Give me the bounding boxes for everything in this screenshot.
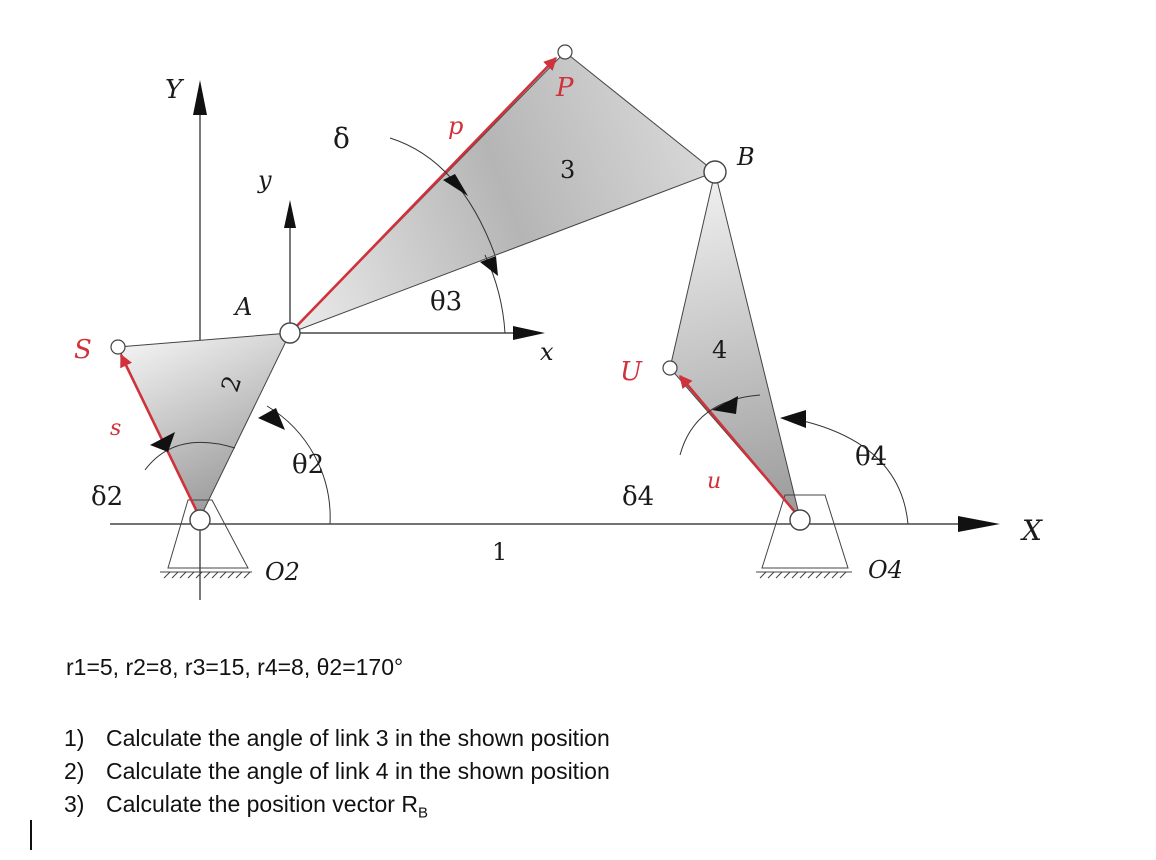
question-1-number: 1): [64, 725, 85, 751]
question-2: [64, 755, 610, 788]
y-axis-arrowhead: [193, 80, 207, 115]
label-O2: O2: [265, 558, 300, 586]
label-O4: O4: [868, 556, 903, 584]
label-delta2: δ2: [91, 482, 124, 512]
label-theta4: θ4: [855, 442, 888, 472]
joint-a: [280, 323, 300, 343]
point-p: [558, 45, 572, 59]
x-axis-arrowhead: [958, 516, 1000, 532]
label-theta3: θ3: [430, 287, 463, 317]
label-link-2: 2: [215, 372, 248, 396]
question-3: [64, 788, 610, 821]
link-2: [118, 333, 290, 518]
text-cursor: [30, 820, 32, 850]
label-S: S: [74, 335, 92, 365]
theta2-arrowhead: [258, 408, 285, 430]
joint-o2: [190, 510, 210, 530]
theta4-arrowhead: [780, 410, 806, 428]
label-A: A: [235, 293, 253, 321]
question-1-text: Calculate the angle of link 3 in the shown position: [106, 725, 610, 751]
label-B: B: [737, 143, 755, 171]
question-3-number: 3): [64, 791, 85, 817]
question-1: [64, 722, 610, 755]
question-list: [64, 722, 610, 821]
ground-support-o4: [756, 495, 852, 578]
question-2-text: Calculate the angle of link 4 in the shown position: [106, 758, 610, 784]
link-4: [670, 172, 800, 518]
point-u: [663, 361, 677, 375]
label-U: U: [620, 357, 642, 387]
label-s: s: [110, 416, 122, 441]
theta4-arc: [790, 418, 908, 524]
label-Y: Y: [165, 75, 183, 105]
label-X: X: [1022, 514, 1042, 547]
given-values: r1=5, r2=8, r3=15, r4=8, θ2=170°: [66, 654, 404, 680]
joint-b: [704, 161, 726, 183]
question-3-text: Calculate the position vector R: [106, 791, 418, 817]
label-P: P: [556, 73, 574, 103]
link-3: [290, 52, 715, 333]
local-y-arrowhead: [284, 200, 296, 228]
question-3-subscript: B: [417, 804, 428, 822]
label-local-y: y: [258, 166, 272, 194]
label-p: p: [448, 112, 464, 140]
label-local-x: x: [540, 338, 554, 366]
label-link-1: 1: [492, 538, 508, 566]
label-link-4: 4: [712, 336, 728, 364]
point-s: [111, 340, 125, 354]
joint-o4: [790, 510, 810, 530]
question-2-number: 2): [64, 758, 85, 784]
label-link-3: 3: [560, 156, 576, 184]
label-delta: δ: [333, 122, 350, 155]
label-u: u: [707, 469, 722, 494]
label-theta2: θ2: [292, 450, 325, 480]
label-delta4: δ4: [622, 482, 655, 512]
